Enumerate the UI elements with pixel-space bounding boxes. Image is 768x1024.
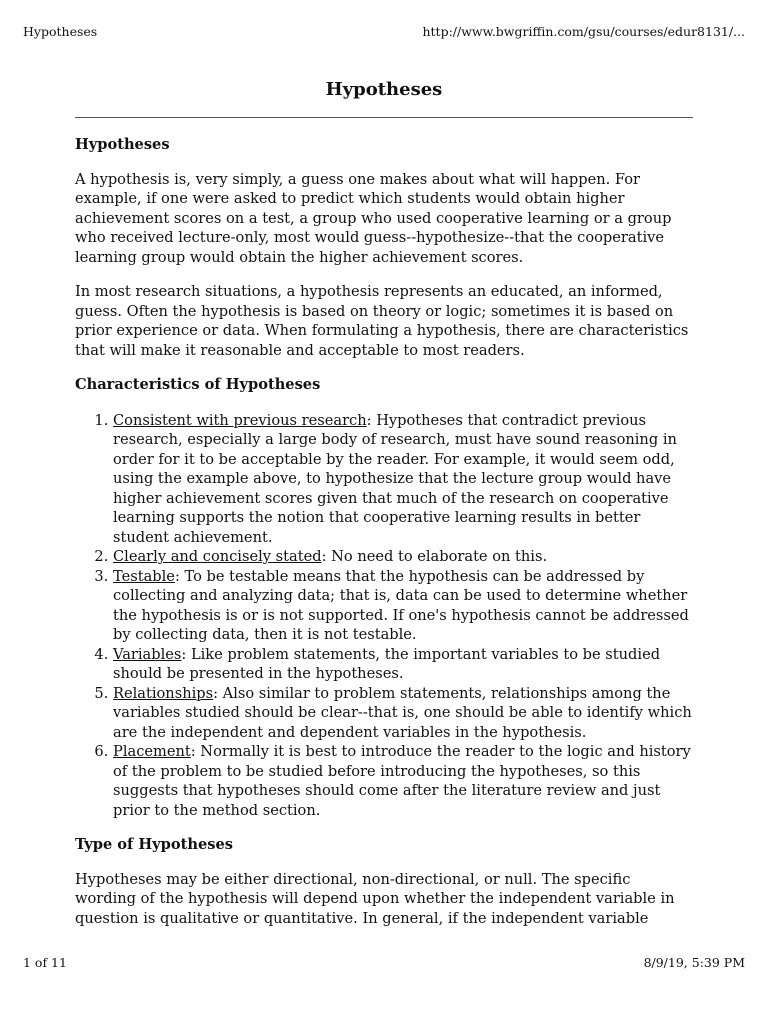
list-item bbox=[113, 547, 693, 567]
list-item-text: : To be testable means that the hypothesis can be addressed by collecting and analyzing data; that is, data can be used to determine whether the hypothesis is or is not supported. If one's hypothesis cannot be addressed by collecting data, then it is not testable. bbox=[113, 567, 689, 643]
print-header-url: http://www.bwgriffin.com/gsu/courses/edur8131/... bbox=[422, 24, 745, 39]
print-timestamp: 8/9/19, 5:39 PM bbox=[643, 955, 745, 970]
list-item bbox=[113, 684, 693, 743]
list-item-text: : No need to elaborate on this. bbox=[321, 548, 548, 565]
list-item-term: Consistent with previous research bbox=[113, 411, 367, 429]
print-header bbox=[23, 24, 745, 39]
list-item-term: Relationships bbox=[113, 684, 214, 702]
title-divider bbox=[75, 117, 693, 118]
list-item-term: Variables bbox=[113, 645, 182, 663]
paragraph-educated-guess: In most research situations, a hypothesis represents an educated, an informed, guess. Often the hypothesis is based on theory or logic; sometimes it is based on prior experience or data. When formulating a hypothesis, there are characteristics that will make it reasonable and acceptable to most readers. bbox=[75, 283, 689, 359]
paragraph-types: Hypotheses may be either directional, non-directional, or null. The specific wording of the hypothesis will depend upon whether the independent variable in question is qualitative or quantitative. In general, if the independent variable bbox=[75, 870, 675, 927]
print-header-title: Hypotheses bbox=[23, 24, 98, 39]
characteristics-list bbox=[75, 411, 693, 821]
list-item-text: : Like problem statements, the important variables to be studied should be presented in the hypotheses. bbox=[113, 645, 661, 682]
page-title: Hypotheses bbox=[325, 79, 443, 100]
section-heading-characteristics: Characteristics of Hypotheses bbox=[75, 376, 321, 393]
list-item-term: Placement bbox=[113, 743, 191, 760]
print-footer bbox=[23, 955, 745, 970]
list-item bbox=[113, 645, 693, 684]
paragraph-definition: A hypothesis is, very simply, a guess one makes about what will happen. For example, if one were asked to predict which students would obtain higher achievement scores on a test, a group who used cooperative learning or a group who received lecture-only, most would guess--hypothesize--that the cooperative learning group would obtain the higher achievement scores. bbox=[75, 170, 672, 266]
page-number: 1 of 11 bbox=[23, 955, 67, 970]
list-item-term: Clearly and concisely stated bbox=[113, 548, 322, 565]
list-item bbox=[113, 411, 693, 548]
page-content bbox=[75, 76, 693, 928]
section-heading-hypotheses: Hypotheses bbox=[75, 136, 170, 153]
list-item-term: Testable bbox=[113, 567, 175, 585]
list-item bbox=[113, 567, 693, 645]
list-item-text: : Also similar to problem statements, relationships among the variables studied should be clear--that is, one should be able to identify which are the independent and dependent variables in the hypothesis. bbox=[113, 684, 692, 741]
list-item-text: : Hypotheses that contradict previous research, especially a large body of research, must have sound reasoning in order for it to be acceptable by the reader. For example, it would seem odd, using the example above, to hypothesize that the lecture group would have higher achievement scores given that much of the research on cooperative learning supports the notion that cooperative learning results in better student achievement. bbox=[113, 411, 677, 546]
list-item-text: : Normally it is best to introduce the reader to the logic and history of the problem to be studied before introducing the hypotheses, so this suggests that hypotheses should come after the literature review and just prior to the method section. bbox=[113, 743, 691, 819]
section-heading-types: Type of Hypotheses bbox=[75, 836, 233, 853]
list-item bbox=[113, 742, 693, 820]
